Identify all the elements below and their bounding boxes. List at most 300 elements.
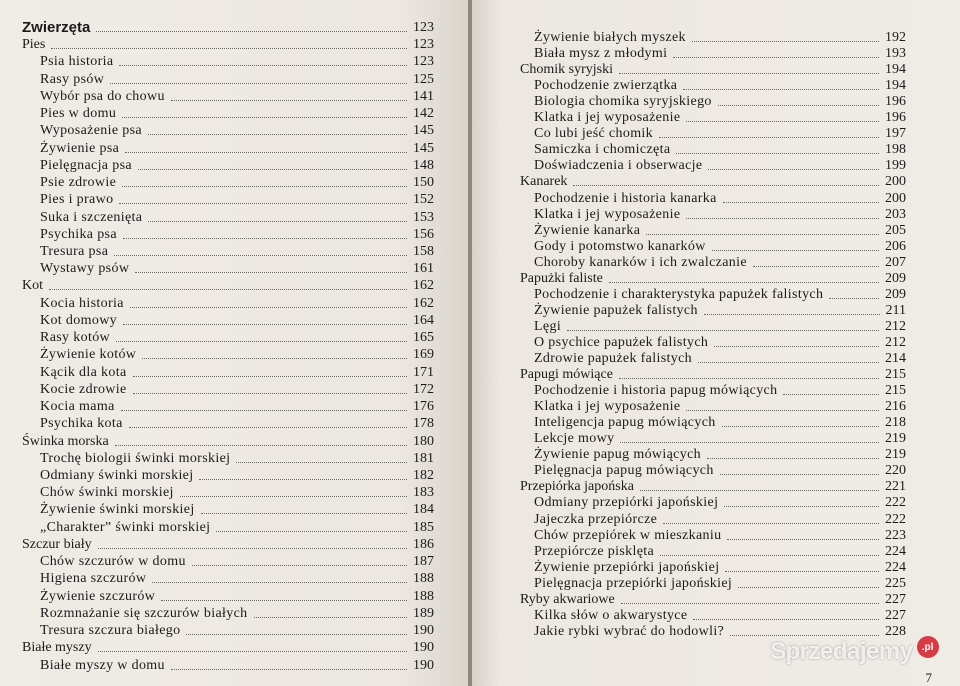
toc-entry (534, 430, 906, 447)
toc-entry-title: Kanarek (520, 174, 568, 190)
toc-entry (40, 588, 434, 605)
dot-leader (686, 217, 879, 219)
dot-leader (161, 599, 407, 601)
toc-entry-page: 209 (885, 286, 906, 302)
toc-entry (40, 622, 434, 639)
toc-entry (40, 312, 434, 329)
toc-entry-title: Szczur biały (22, 536, 92, 552)
toc-entry (520, 173, 906, 190)
toc-entry (40, 157, 434, 174)
toc-entry (40, 174, 434, 191)
toc-entry (534, 350, 906, 367)
toc-entry-page: 200 (885, 190, 906, 206)
toc-entry-title: Odmiany świnki morskiej (40, 467, 194, 483)
dot-leader (133, 392, 407, 394)
dot-leader (122, 116, 407, 118)
toc-entry-page: 199 (885, 158, 906, 174)
dot-leader (171, 99, 407, 101)
toc-entry-page: 165 (413, 330, 434, 346)
dot-leader (676, 152, 879, 154)
dot-leader (119, 202, 407, 204)
toc-entry-page: 164 (413, 312, 434, 328)
toc-entry-title: Trochę biologii świnki morskiej (40, 450, 231, 466)
toc-entry (40, 88, 434, 105)
toc-entry-page: 172 (413, 381, 434, 397)
dot-leader (96, 30, 407, 32)
toc-entry (534, 157, 906, 174)
toc-entry-page: 197 (885, 126, 906, 142)
toc-entry (40, 501, 434, 518)
toc-entry-page: 190 (413, 657, 434, 673)
toc-entry (40, 346, 434, 363)
dot-leader (171, 668, 407, 670)
toc-entry-title: Kocia mama (40, 399, 115, 415)
toc-entry (40, 122, 434, 139)
toc-entry-title: Psia historia (40, 54, 114, 70)
toc-entry (40, 450, 434, 467)
dot-leader (142, 357, 407, 359)
toc-entry (40, 140, 434, 157)
dot-leader (148, 220, 407, 222)
toc-entry (22, 536, 434, 553)
toc-entry-title: Jajeczka przepiórcze (534, 511, 658, 527)
toc-entry-title: Żywienie białych myszek (534, 30, 686, 45)
toc-entry-page: 207 (885, 254, 906, 270)
toc-entry (534, 141, 906, 158)
toc-entry-page: 224 (885, 543, 906, 559)
toc-entry-title: Odmiany przepiórki japońskiej (534, 495, 719, 511)
toc-entry-page: 178 (413, 416, 434, 432)
toc-entry (40, 191, 434, 208)
dot-leader (619, 377, 879, 379)
toc-entry-title: Lekcje mowy (534, 431, 615, 447)
toc-entry-page: 190 (413, 623, 434, 639)
toc-entry-title: Rasy psów (40, 71, 105, 87)
toc-entry-page: 215 (885, 383, 906, 399)
toc-entry-title: Wyposażenie psa (40, 123, 142, 139)
dot-leader (698, 361, 879, 363)
dot-leader (192, 564, 407, 566)
toc-entry-page: 169 (413, 347, 434, 363)
toc-entry-page: 227 (885, 591, 906, 607)
dot-leader (718, 104, 879, 106)
toc-entry-page: 184 (413, 502, 434, 518)
toc-entry-page: 218 (885, 415, 906, 431)
toc-entry-page: 221 (885, 479, 906, 495)
toc-entry-title: Wystawy psów (40, 261, 130, 277)
toc-entry (534, 318, 906, 335)
toc-entry-title: Klatka i jej wyposażenie (534, 206, 681, 222)
toc-entry (520, 478, 906, 495)
toc-entry-title: Białe myszy (22, 640, 92, 656)
toc-entry-page: 192 (885, 30, 906, 45)
toc-entry-page: 196 (885, 94, 906, 110)
toc-entry (534, 446, 906, 463)
toc-entry (534, 543, 906, 560)
dot-leader (201, 512, 407, 514)
watermark-logo (770, 632, 939, 672)
toc-entry-page: 186 (413, 536, 434, 552)
toc-entry (520, 270, 906, 287)
toc-entry-page: 219 (885, 431, 906, 447)
toc-entry (40, 657, 434, 674)
toc-entry (40, 484, 434, 501)
dot-leader (133, 375, 407, 377)
toc-entry (40, 329, 434, 346)
dot-leader (712, 249, 879, 251)
toc-entry-page: 215 (885, 367, 906, 383)
toc-entry-title: Rozmnażanie się szczurów białych (40, 605, 248, 621)
dot-leader (115, 444, 407, 446)
toc-entry (534, 575, 906, 592)
toc-entry (534, 494, 906, 511)
page-number: 7 (925, 670, 932, 685)
toc-entry (40, 605, 434, 622)
dot-leader (619, 72, 879, 74)
dot-leader (722, 425, 879, 427)
toc-entry-title: Chomik syryjski (520, 62, 613, 78)
dot-leader (567, 329, 879, 331)
toc-entry (534, 77, 906, 94)
dot-leader (110, 82, 407, 84)
dot-leader (692, 40, 879, 42)
toc-entry-title: O psychice papużek falistych (534, 334, 709, 350)
dot-leader (660, 554, 879, 556)
toc-entry (40, 105, 434, 122)
toc-entry (534, 382, 906, 399)
toc-entry (40, 209, 434, 226)
toc-entry-page: 180 (413, 433, 434, 449)
toc-entry-title: Choroby kanarków i ich zwalczanie (534, 254, 747, 270)
toc-entry-title: Biała mysz z młodymi (534, 46, 668, 62)
toc-entry-page: 156 (413, 226, 434, 242)
dot-leader (783, 393, 879, 395)
toc-entry (40, 381, 434, 398)
toc-entry-title: Psie zdrowie (40, 175, 117, 191)
toc-entry (534, 607, 906, 624)
dot-leader (693, 618, 879, 620)
toc-entry-page: 203 (885, 206, 906, 222)
left-page (0, 0, 468, 686)
dot-leader (708, 168, 879, 170)
toc-entry-title: Pies w domu (40, 106, 117, 122)
toc-entry-page: 190 (413, 640, 434, 656)
toc-entry-title: Klatka i jej wyposażenie (534, 399, 681, 415)
toc-entry-page: 182 (413, 467, 434, 483)
toc-entry-title: Pielęgnacja papug mówiących (534, 463, 714, 479)
toc-entry-page: 212 (885, 318, 906, 334)
toc-entry-title: Przepiórcze pisklęta (534, 543, 655, 559)
toc-entry-title: Inteligencja papug mówiących (534, 415, 716, 431)
toc-entry-title: Psychika kota (40, 416, 123, 432)
toc-entry-page: 193 (885, 46, 906, 62)
dot-leader (98, 547, 407, 549)
toc-entry-title: Pielęgnacja psa (40, 157, 132, 173)
dot-leader (829, 297, 879, 299)
toc-entry (534, 45, 906, 62)
toc-entry (40, 71, 434, 88)
right-page (472, 0, 960, 686)
dot-leader (724, 505, 879, 507)
toc-entry-title: Chów przepiórek w mieszkaniu (534, 527, 722, 543)
dot-leader (180, 495, 407, 497)
dot-leader (683, 88, 879, 90)
toc-entry (534, 398, 906, 415)
dot-leader (720, 473, 879, 475)
toc-entry (534, 527, 906, 544)
dot-leader (98, 650, 407, 652)
toc-entry-title: Lęgi (534, 318, 562, 334)
toc-entry (40, 243, 434, 260)
toc-entry-title: Tresura psa (40, 243, 109, 259)
toc-entry-page: 185 (413, 519, 434, 535)
dot-leader (663, 522, 879, 524)
dot-leader (714, 345, 879, 347)
toc-entry-page: 209 (885, 270, 906, 286)
toc-entry-page: 158 (413, 243, 434, 259)
dot-leader (725, 570, 879, 572)
toc-entry-title: Psychika psa (40, 226, 117, 242)
toc-entry-page: 123 (413, 37, 434, 53)
dot-leader (236, 461, 407, 463)
toc-entry (534, 302, 906, 319)
toc-entry-page: 123 (413, 54, 434, 70)
toc-entry-title: „Charakter” świnki morskiej (40, 519, 211, 535)
toc-entry (40, 364, 434, 381)
toc-entry-page: 188 (413, 571, 434, 587)
toc-entry (40, 226, 434, 243)
toc-entry (534, 286, 906, 303)
toc-entry-page: 194 (885, 78, 906, 94)
toc-entry-title: Chów szczurów w domu (40, 554, 186, 570)
toc-entry-title: Jakie rybki wybrać do hodowli? (534, 623, 725, 639)
toc-entry-title: Białe myszy w domu (40, 657, 165, 673)
toc-entry-title: Pochodzenie i charakterystyka papużek falistych (534, 286, 824, 302)
toc-entry-title: Pochodzenie i historia kanarka (534, 190, 717, 206)
dot-leader (686, 120, 879, 122)
dot-leader (119, 64, 407, 66)
dot-leader (659, 136, 879, 138)
toc-entry-title: Kot (22, 278, 43, 294)
toc-entry-title: Świnka morska (22, 433, 109, 449)
toc-entry-page: 214 (885, 351, 906, 366)
toc-entry (40, 570, 434, 587)
toc-entry (22, 639, 434, 656)
toc-entry-title: Pies (22, 37, 46, 53)
toc-entry (22, 36, 434, 53)
toc-entry-title: Żywienie psa (40, 140, 120, 156)
toc-entry-page: 162 (413, 295, 434, 311)
dot-leader (130, 306, 407, 308)
dot-leader (704, 313, 880, 315)
toc-entry (534, 190, 906, 207)
toc-entry-page: 220 (885, 463, 906, 479)
toc-entry-title: Papużki faliste (520, 270, 603, 286)
dot-leader (723, 201, 879, 203)
toc-entry (40, 415, 434, 432)
toc-entry-title: Samiczka i chomiczęta (534, 142, 671, 158)
toc-entry-page: 145 (413, 123, 434, 139)
toc-entry-title: Żywienie przepiórki japońskiej (534, 559, 720, 575)
toc-entry-page: 142 (413, 106, 434, 122)
dot-leader (51, 47, 407, 49)
dot-leader (186, 633, 407, 635)
toc-entry (40, 398, 434, 415)
toc-entry-page: 145 (413, 140, 434, 156)
toc-entry-page: 148 (413, 157, 434, 173)
toc-entry-page: 152 (413, 192, 434, 208)
toc-entry-page: 211 (885, 302, 906, 318)
toc-entry (40, 467, 434, 484)
dot-leader (49, 288, 407, 290)
toc-entry (22, 433, 434, 450)
dot-leader (640, 489, 879, 491)
dot-leader (646, 233, 879, 235)
toc-entry-title: Biologia chomika syryjskiego (534, 94, 712, 110)
toc-entry (534, 206, 906, 223)
toc-entry-page: 176 (413, 399, 434, 415)
toc-entry-page: 227 (885, 607, 906, 623)
toc-entry-page: 205 (885, 222, 906, 238)
dot-leader (199, 478, 407, 480)
watermark-text: Sprzedajemy (770, 638, 913, 665)
toc-entry-title: Suka i szczenięta (40, 209, 143, 225)
dot-leader (135, 271, 407, 273)
toc-entry-page: 222 (885, 511, 906, 527)
toc-entry-page: 222 (885, 495, 906, 511)
dot-leader (129, 426, 407, 428)
toc-entry-page: 228 (885, 623, 906, 639)
toc-entry (22, 277, 434, 294)
dot-leader (121, 409, 407, 411)
toc-entry-page: 183 (413, 485, 434, 501)
toc-entry-page: 141 (413, 88, 434, 104)
toc-entry (520, 366, 906, 383)
dot-leader (673, 56, 879, 58)
toc-entry (534, 254, 906, 271)
toc-entry (534, 414, 906, 431)
toc-entry-title: Pies i prawo (40, 192, 114, 208)
toc-entry (534, 125, 906, 142)
toc-entry-page: 153 (413, 209, 434, 225)
toc-entry-page: 225 (885, 575, 906, 591)
toc-entry-page: 181 (413, 450, 434, 466)
toc-entry-title: Żywienie kanarka (534, 222, 641, 238)
toc-entry-title: Doświadczenia i obserwacje (534, 158, 703, 174)
toc-entry (520, 591, 906, 608)
toc-entry-title: Żywienie szczurów (40, 588, 156, 604)
toc-entry-title: Zwierzęta (22, 19, 91, 36)
dot-leader (116, 340, 407, 342)
toc-entry-title: Klatka i jej wyposażenie (534, 110, 681, 126)
toc-entry-page: 206 (885, 238, 906, 254)
toc-entry-title: Zdrowie papużek falistych (534, 351, 693, 366)
toc-entry-page: 219 (885, 447, 906, 463)
toc-entry-title: Kocie zdrowie (40, 381, 127, 397)
toc-entry-page: 187 (413, 554, 434, 570)
toc-entry-title: Żywienie papużek falistych (534, 302, 698, 318)
toc-entry-page: 212 (885, 334, 906, 350)
toc-entry-title: Pochodzenie i historia papug mówiących (534, 383, 778, 399)
dot-leader (254, 616, 407, 618)
toc-entry-page: 189 (413, 605, 434, 621)
toc-entry-title: Pielęgnacja przepiórki japońskiej (534, 575, 733, 591)
dot-leader (621, 602, 879, 604)
toc-entry (40, 553, 434, 570)
table-of-contents-right (472, 0, 960, 686)
dot-leader (125, 151, 407, 153)
dot-leader (122, 185, 407, 187)
toc-entry-page: 125 (413, 71, 434, 87)
toc-entry-title: Tresura szczura białego (40, 623, 181, 639)
dot-leader (573, 184, 879, 186)
toc-entry-title: Żywienie kotów (40, 347, 137, 363)
dot-leader (686, 409, 879, 411)
toc-entry-title: Wybór psa do chowu (40, 88, 165, 104)
toc-entry-page: 198 (885, 142, 906, 158)
toc-entry-title: Kot domowy (40, 312, 117, 328)
toc-entry-title: Rasy kotów (40, 330, 110, 346)
dot-leader (753, 265, 879, 267)
toc-entry-page: 224 (885, 559, 906, 575)
toc-entry-title: Kilka słów o akwarystyce (534, 607, 688, 623)
dot-leader (738, 586, 879, 588)
toc-entry-title: Co lubi jeść chomik (534, 126, 654, 142)
toc-entry (534, 462, 906, 479)
toc-entry-title: Przepiórka japońska (520, 479, 634, 495)
toc-entry-page: 196 (885, 110, 906, 126)
toc-entry-title: Pochodzenie zwierzątka (534, 78, 678, 94)
toc-entry (22, 19, 434, 36)
toc-entry (40, 260, 434, 277)
dot-leader (727, 538, 879, 540)
toc-entry (534, 334, 906, 351)
toc-entry (520, 61, 906, 78)
dot-leader (707, 457, 879, 459)
watermark-badge: .pl (917, 636, 939, 658)
toc-entry (534, 29, 906, 46)
toc-entry-title: Kocia historia (40, 295, 124, 311)
dot-leader (152, 581, 407, 583)
toc-entry (534, 222, 906, 239)
toc-entry (40, 295, 434, 312)
toc-entry-page: 162 (413, 278, 434, 294)
toc-entry (40, 519, 434, 536)
toc-entry-title: Chów świnki morskiej (40, 485, 174, 501)
toc-entry-title: Gody i potomstwo kanarków (534, 238, 706, 254)
table-of-contents-left (0, 0, 468, 686)
dot-leader (114, 254, 407, 256)
toc-entry-title: Żywienie papug mówiących (534, 447, 702, 463)
toc-entry-page: 150 (413, 175, 434, 191)
toc-entry-page: 123 (413, 20, 434, 35)
dot-leader (620, 441, 879, 443)
toc-entry-page: 194 (885, 62, 906, 78)
toc-entry-title: Kącik dla kota (40, 364, 127, 380)
toc-entry-page: 188 (413, 588, 434, 604)
dot-leader (123, 237, 407, 239)
dot-leader (148, 133, 407, 135)
toc-entry (534, 559, 906, 576)
toc-entry-page: 216 (885, 399, 906, 415)
toc-entry-title: Higiena szczurów (40, 571, 147, 587)
toc-entry (534, 511, 906, 528)
toc-entry-page: 200 (885, 174, 906, 190)
dot-leader (609, 281, 879, 283)
toc-entry-title: Ryby akwariowe (520, 591, 615, 607)
toc-entry (534, 93, 906, 110)
toc-entry-page: 171 (413, 364, 434, 380)
